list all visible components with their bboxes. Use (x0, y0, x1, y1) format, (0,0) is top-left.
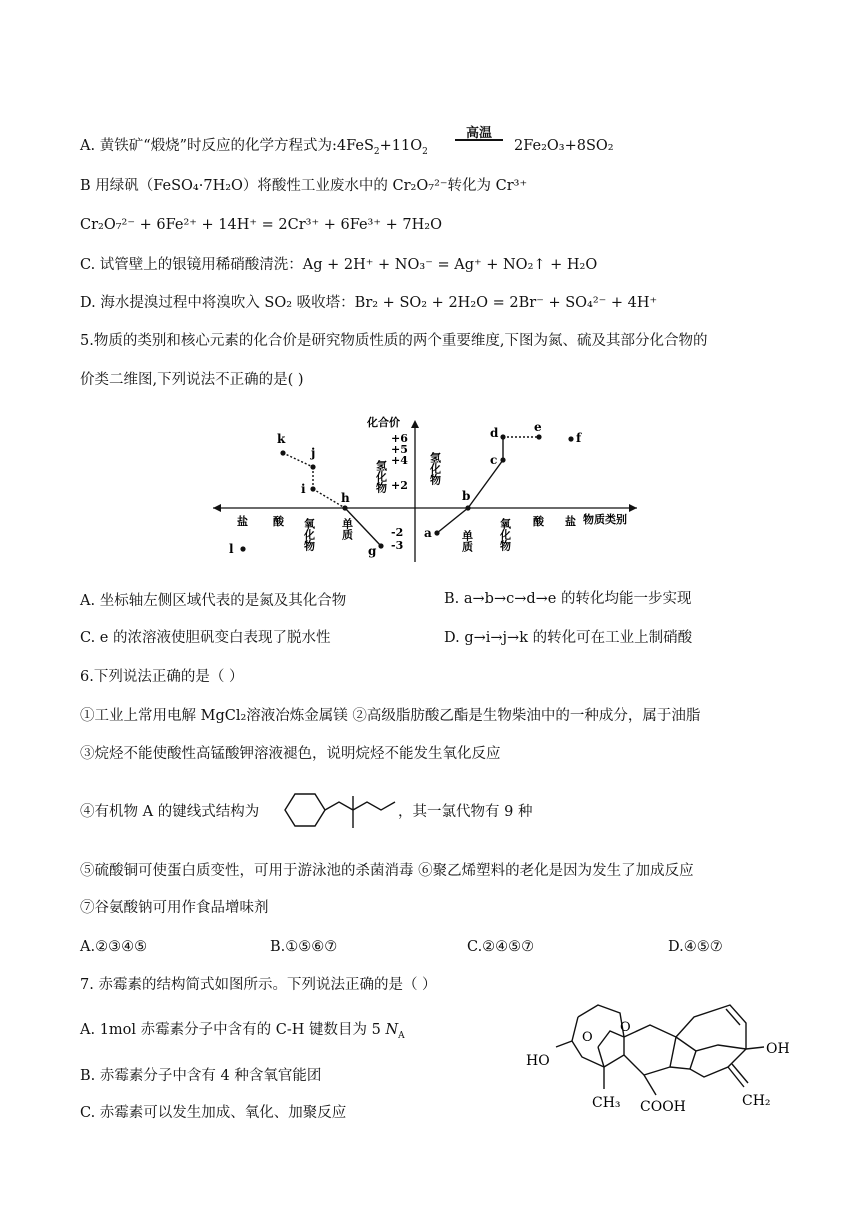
cat-left-acid: 酸 (273, 515, 284, 528)
q4-option-c: C. 试管壁上的银镜用稀硝酸清洗：Ag + 2H⁺ + NO₃⁻ = Ag⁺ + NO₂↑ + H₂O (80, 257, 598, 273)
avogadro-symbol: N (385, 1022, 399, 1038)
tick-minus3: -3 (391, 539, 404, 552)
valence-class-diagram (205, 410, 645, 570)
cat-left-element: 单质 (340, 518, 354, 540)
q6-stem: 6.下列说法正确的是（ ） (80, 669, 244, 685)
label-ho: HO (526, 1053, 550, 1069)
point-k (280, 450, 285, 455)
q6-option-c: C.②④⑤⑦ (467, 939, 535, 955)
label-o-carbonyl: O (620, 1020, 631, 1035)
cat-right-acid: 酸 (533, 515, 544, 528)
avogadro-subscript: A (398, 1030, 405, 1041)
q4-option-a: A. 黄铁矿“煅烧”时反应的化学方程式为$:4FeS_2+11O_2$ (80, 138, 428, 157)
point-c-label: c (490, 453, 498, 467)
point-j (310, 464, 315, 469)
label-cooh: COOH (640, 1099, 686, 1115)
q6-statement-7: ⑦谷氨酸钠可用作食品增味剂 (80, 900, 269, 916)
tick-plus4: +4 (391, 454, 408, 467)
point-e-label: e (534, 420, 542, 434)
q5-stem-line1: 5.物质的类别和核心元素的化合价是研究物质性质的两个重要维度,下图为氮、硫及其部分化合物的 (80, 333, 708, 349)
condition-line (455, 139, 503, 141)
point-i-label: i (301, 482, 306, 496)
tick-plus6: +6 (391, 432, 408, 445)
point-l-label: l (229, 542, 234, 556)
q5-option-a: A. 坐标轴左侧区域代表的是氮及其化合物 (80, 593, 347, 609)
point-b (465, 505, 470, 510)
q4-option-b: B 用绿矾（FeSO₄·7H₂O）将酸性工业废水中的 Cr₂O₇²⁻转化为 Cr³⁺ (80, 178, 528, 194)
q5-stem-line2: 价类二维图,下列说法不正确的是( ) (80, 372, 304, 388)
q4-option-a-text: A. 黄铁矿“煅烧”时反应的化学方程式为:4FeS (80, 138, 374, 154)
reaction-condition: 高温 (465, 126, 492, 141)
q6-statement-4-suffix: ，其一氯代物有 9 种 (398, 804, 533, 820)
point-k-label: k (277, 432, 286, 446)
q4-option-a-products: 2Fe₂O₃+8SO₂ (514, 138, 614, 154)
q4-option-d: D. 海水提溴过程中将溴吹入 SO₂ 吸收塔：Br₂ + SO₂ + 2H₂O = 2Br⁻ + SO₄²⁻ + 4H⁺ (80, 295, 658, 311)
point-b-label: b (462, 489, 471, 503)
cat-left-oxide: 氧化物 (302, 518, 316, 551)
tick-minus2: -2 (391, 526, 404, 539)
tick-plus5: +5 (391, 443, 408, 456)
q7-option-a-text: A. 1mol 赤霉素分子中含有的 C-H 键数目为 5 (80, 1022, 381, 1038)
label-oh: OH (766, 1041, 790, 1057)
q6-statement-1-2: ①工业上常用电解 MgCl₂溶液冶炼金属镁 ②高级脂肪酸乙酯是生物柴油中的一种成分，属于油脂 (80, 708, 701, 724)
skeletal-structure-a (283, 788, 399, 836)
point-i (310, 486, 315, 491)
q6-option-a: A.②③④⑤ (80, 939, 148, 955)
q7-option-a (80, 1020, 405, 1046)
cat-right-salt: 盐 (565, 515, 576, 528)
point-a-label: a (424, 526, 432, 540)
point-l (240, 546, 245, 551)
cat-right-oxide: 氧化物 (498, 518, 512, 551)
q5-option-b: B. a→b→c→d→e 的转化均能一步实现 (444, 591, 692, 607)
q6-option-d: D.④⑤⑦ (668, 939, 723, 955)
point-g (378, 543, 383, 548)
cat-left-salt: 盐 (237, 515, 248, 528)
q5-option-c: C. e 的浓溶液使胆矾变白表现了脱水性 (80, 630, 331, 646)
point-c (500, 457, 505, 462)
point-h (342, 505, 347, 510)
q7-stem: 7. 赤霉素的结构简式如图所示。下列说法正确的是（ ） (80, 977, 437, 993)
q6-statement-3: ③烷烃不能使酸性高锰酸钾溶液褪色，说明烷烃不能发生氧化反应 (80, 746, 501, 762)
hydride-left: 氢化物 (374, 460, 388, 493)
label-ch3: CH₃ (592, 1095, 621, 1111)
point-g-label: g (368, 544, 377, 558)
q5-option-d: D. g→i→j→k 的转化可在工业上制硝酸 (444, 630, 693, 646)
gibberellin-structure (520, 995, 790, 1125)
cat-right-element: 单质 (460, 530, 474, 552)
point-f (568, 436, 573, 441)
q7-option-b: B. 赤霉素分子中含有 4 种含氧官能团 (80, 1068, 322, 1084)
point-f-label: f (576, 431, 582, 445)
x-axis-label: 物质类别 (583, 513, 627, 526)
q6-statement-5-6: ⑤硫酸铜可使蛋白质变性，可用于游泳池的杀菌消毒 ⑥聚乙烯塑料的老化是因为发生了加成反应 (80, 863, 694, 879)
q4-option-b-equation: Cr₂O₇²⁻ + 6Fe²⁺ + 14H⁺ = 2Cr³⁺ + 6Fe³⁺ + 7H₂O (80, 217, 442, 233)
y-axis-label: 化合价 (367, 416, 400, 429)
q6-statement-4-prefix: ④有机物 A 的键线式结构为 (80, 804, 260, 820)
tick-plus2: +2 (391, 479, 408, 492)
hydride-right: 氢化物 (428, 452, 442, 485)
point-j-label: j (311, 446, 316, 460)
q7-option-c: C. 赤霉素可以发生加成、氧化、加聚反应 (80, 1105, 347, 1121)
q6-option-b: B.①⑤⑥⑦ (270, 939, 338, 955)
point-d (500, 434, 505, 439)
label-o-ring: O (582, 1030, 593, 1045)
point-d-label: d (490, 426, 499, 440)
label-ch2: CH₂ (742, 1093, 771, 1109)
point-e (536, 434, 541, 439)
point-h-label: h (341, 491, 350, 505)
point-a (434, 530, 439, 535)
